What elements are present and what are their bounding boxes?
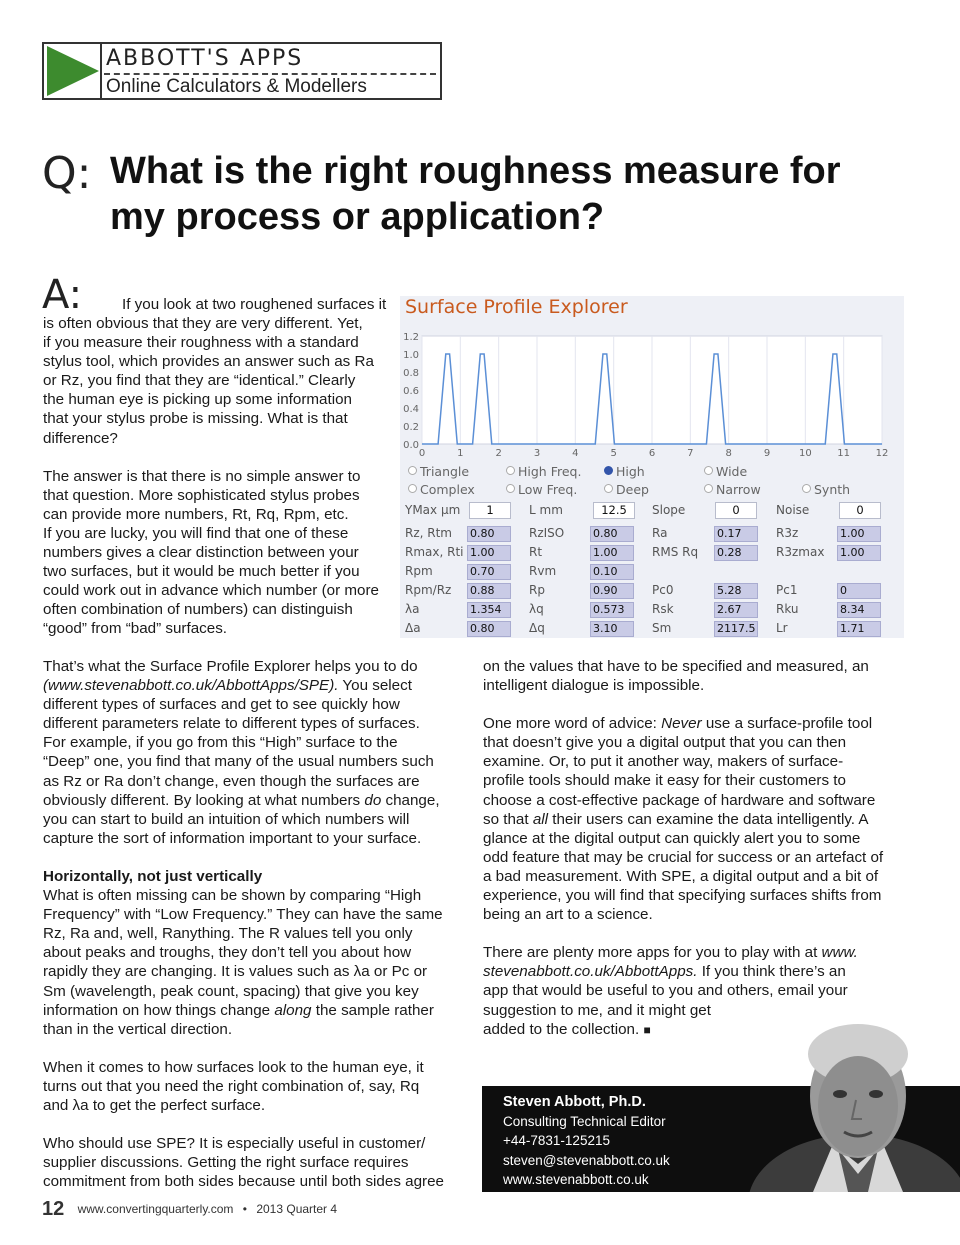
option-label: Triangle (420, 464, 470, 479)
option-label: Low Freq. (518, 482, 578, 497)
lambda-a-label: λa (405, 602, 420, 616)
text-line: examine. Or, to put it another way, makers of surface- (483, 753, 844, 771)
radio-icon (802, 484, 811, 493)
option-low-freq[interactable] (506, 482, 577, 497)
rku-label: Rku (776, 602, 799, 616)
ymax-label: YMax µm (405, 503, 461, 517)
surface-profile-chart (400, 324, 904, 462)
y-tick-label: 1.0 (403, 350, 419, 361)
footer-site: www.convertingquarterly.com (77, 1202, 234, 1216)
y-tick-label: 0.0 (403, 440, 419, 451)
text-line: experience, you will find that specifying surfaces shifts from (483, 887, 882, 905)
r3zmax-value: 1.00 (837, 545, 881, 561)
y-tick-label: 1.2 (403, 332, 419, 343)
x-tick-label: 3 (533, 448, 541, 459)
option-wide[interactable] (704, 464, 747, 479)
lambda-q-value: 0.573 (590, 602, 634, 618)
apps-link[interactable]: stevenabbott.co.uk/AbbottApps. (483, 963, 698, 981)
text-line: can provide more numbers, Rt, Rq, Rpm, etc. (43, 505, 349, 523)
rziso-label: RzISO (529, 526, 565, 540)
radio-icon (408, 466, 417, 475)
text-line (483, 962, 913, 981)
right-column (483, 657, 913, 1040)
ra-value: 0.17 (714, 526, 758, 542)
rp-label: Rp (529, 583, 545, 597)
y-tick-label: 0.2 (403, 422, 419, 433)
rvm-label: Rvm (529, 564, 557, 578)
text-line: For example, if you go from this “High” surface to the (43, 734, 398, 752)
y-tick-label: 0.4 (403, 404, 419, 415)
text-line: Who should use SPE? It is especially useful in customer/ (43, 1135, 426, 1153)
text-span: obviously different. By looking at what numbers (43, 791, 365, 809)
rz-rtm-value: 0.80 (467, 526, 511, 542)
ra-label: Ra (652, 526, 668, 540)
text-line: or Rz, you find that they are “identical.” Clearly (43, 372, 356, 390)
x-tick-label: 2 (495, 448, 502, 459)
rms-rq-value: 0.28 (714, 545, 758, 561)
option-label: Synth (814, 482, 851, 497)
text-line (43, 1001, 473, 1020)
x-tick-label: 5 (610, 448, 617, 459)
text-line: turns out that you need the right combination of, say, Rq (43, 1077, 420, 1095)
x-tick-label: 1 (457, 448, 464, 459)
x-tick-label: 9 (763, 448, 771, 459)
pc1-label: Pc1 (776, 583, 798, 597)
author-name: Steven Abbott, Ph.D. (503, 1094, 646, 1110)
radio-icon (704, 466, 713, 475)
option-label: High Freq. (518, 464, 582, 479)
footer-issue: 2013 Quarter 4 (256, 1202, 338, 1216)
text-line: being an art to a science. (483, 906, 653, 924)
r3z-label: R3z (776, 526, 799, 540)
text-span: change, (381, 791, 440, 809)
logo-tagline: Online Calculators & Modellers (106, 76, 367, 97)
text-line: a bad measurement. With SPE, a digital output and a bit of (483, 867, 879, 885)
length-input[interactable]: 12.5 (593, 502, 635, 519)
text-line: that your stylus probe is missing. What is that (43, 410, 348, 428)
rpm-rz-label: Rpm/Rz (405, 583, 452, 597)
x-tick-label: 11 (837, 448, 851, 459)
option-synth[interactable] (802, 482, 850, 497)
text-span: If you think there’s an (697, 963, 846, 981)
x-tick-label: 6 (648, 448, 656, 459)
text-line: about peaks and troughs, they don’t tell you about how (43, 944, 412, 962)
surface-profile-explorer (400, 296, 904, 638)
rms-rq-label: RMS Rq (652, 545, 699, 559)
y-tick-label: 0.8 (403, 368, 419, 379)
rpm-rz-value: 0.88 (467, 583, 511, 599)
lr-value: 1.71 (837, 621, 881, 637)
text-span: so that (483, 810, 533, 828)
delta-q-label: Δq (529, 621, 545, 635)
option-deep[interactable] (604, 482, 649, 497)
green-triangle-icon (44, 44, 102, 98)
option-label: High (616, 464, 645, 479)
text-line (43, 657, 473, 676)
radio-icon (408, 484, 417, 493)
text-line: if you measure their roughness with a standard (43, 334, 359, 352)
x-tick-label: 7 (687, 448, 694, 459)
r3zmax-label: R3zmax (776, 545, 825, 559)
text-line: and λa to get the perfect surface. (43, 1096, 266, 1114)
answer-body (43, 314, 398, 639)
text-line (43, 676, 473, 695)
rsk-label: Rsk (652, 602, 674, 616)
text-line: than in the vertical direction. (43, 1020, 233, 1038)
x-tick-label: 12 (875, 448, 889, 459)
r3z-value: 1.00 (837, 526, 881, 542)
question-letter: Q: (42, 148, 92, 199)
text-line: the human eye is picking up some information (43, 391, 352, 409)
sm-label: Sm (652, 621, 672, 635)
text-line: choose a cost-effective package of hardware and software (483, 791, 876, 809)
pc0-value: 5.28 (714, 583, 758, 599)
text-line (43, 791, 473, 810)
radio-selected-icon (604, 466, 613, 475)
text-span: their users can examine the data intelligently. A (548, 810, 869, 828)
text-line: Rz, Ra and, well, Ranything. The R values tell you only (43, 925, 413, 943)
emphasis: along (274, 1001, 312, 1019)
text-line (483, 810, 913, 829)
text-line: capture the sort of information important to your surface. (43, 829, 422, 847)
option-narrow[interactable] (704, 482, 761, 497)
text-line: two surfaces, but it would be much better if you (43, 563, 360, 581)
text-line: could work out in advance which number (or more (43, 582, 379, 600)
ymax-input[interactable]: 1 (469, 502, 511, 519)
text-line: When it comes to how surfaces look to the human eye, it (43, 1058, 424, 1076)
text-line: Sm (wavelength, peak count, spacing) that give you key (43, 982, 419, 1000)
rmax-rti-label: Rmax, Rti (405, 545, 464, 559)
text-span: use a surface-profile tool (701, 715, 873, 733)
text-line: often combination of numbers) can distinguish (43, 601, 353, 619)
text-span: You select (338, 677, 412, 695)
text-line: Frequency” with “Low Frequency.” They can have the same (43, 906, 443, 924)
text-line: as Rz or Ra don’t change, even though the surfaces are (43, 772, 420, 790)
text-span: There are plenty more apps for you to play with at (483, 944, 822, 962)
option-label: Deep (616, 482, 649, 497)
spe-title: Surface Profile Explorer (405, 296, 628, 318)
radio-icon (704, 484, 713, 493)
text-line (483, 943, 913, 962)
length-label: L mm (529, 503, 563, 517)
abbotts-apps-logo (42, 42, 442, 100)
text-line: odd feature that may be crucial for success or an artefact of (483, 848, 884, 866)
x-tick-label: 8 (725, 448, 732, 459)
text-line: intelligent dialogue is impossible. (483, 677, 705, 695)
pc0-label: Pc0 (652, 583, 674, 597)
text-line: “Deep” one, you find that many of the usual numbers such (43, 753, 434, 771)
delta-q-value: 3.10 (590, 621, 634, 637)
option-complex[interactable] (408, 482, 475, 497)
page-footer (42, 1198, 337, 1221)
rku-value: 8.34 (837, 602, 881, 618)
option-triangle[interactable] (408, 464, 469, 479)
text-span: added to the collection. (483, 1020, 640, 1038)
text-line: profile tools should make it easy for their customers to (483, 772, 846, 790)
option-label: Complex (420, 482, 475, 497)
radio-icon (506, 466, 515, 475)
author-role: Consulting Technical Editor (503, 1114, 666, 1129)
noise-input[interactable]: 0 (839, 502, 881, 519)
left-column (43, 657, 473, 1191)
author-photo (738, 1014, 960, 1192)
y-tick-label: 0.6 (403, 386, 419, 397)
text-span: One more word of advice: (483, 715, 662, 733)
page-number: 12 (42, 1198, 65, 1220)
lr-label: Lr (776, 621, 788, 635)
text-line: app that would be useful to you and others, email your (483, 982, 848, 1000)
rpm-value: 0.70 (467, 564, 511, 580)
author-website[interactable]: www.stevenabbott.co.uk (503, 1172, 649, 1187)
option-label: Wide (716, 464, 748, 479)
footer-separator: • (242, 1202, 247, 1216)
x-tick-label: 10 (798, 448, 812, 459)
emphasis: do (364, 791, 382, 809)
text-line: you can start to build an intuition of which numbers will (43, 810, 410, 828)
question-title: What is the right roughness measure for my process or application? (110, 150, 841, 238)
rpm-label: Rpm (405, 564, 433, 578)
rt-value: 1.00 (590, 545, 634, 561)
text-line: that question. More sophisticated stylus probes (43, 486, 360, 504)
rmax-rti-value: 1.00 (467, 545, 511, 561)
text-line: suggestion to me, and it might get (483, 1001, 711, 1019)
text-line: rapidly they are changing. It is values such as λa or Pc or (43, 963, 428, 981)
rziso-value: 0.80 (590, 526, 634, 542)
option-label: Narrow (716, 482, 761, 497)
apps-link[interactable]: www. (821, 944, 858, 962)
text-line: that doesn’t give you a digital output that you can then (483, 734, 847, 752)
text-line: “good” from “bad” surfaces. (43, 620, 228, 638)
rp-value: 0.90 (590, 583, 634, 599)
text-span: information on how things change (43, 1001, 275, 1019)
text-line: What is often missing can be shown by comparing “High (43, 887, 422, 905)
text-line: The answer is that there is no simple answer to (43, 467, 361, 485)
text-line: different types of surfaces and get to see quickly how (43, 696, 400, 714)
text-line: stylus tool, which provides an answer such as Ra (43, 353, 374, 371)
delta-a-label: Δa (405, 621, 421, 635)
rz-rtm-label: Rz, Rtm (405, 526, 452, 540)
rvm-value: 0.10 (590, 564, 634, 580)
pc1-value: 0 (837, 583, 881, 599)
rt-label: Rt (529, 545, 543, 559)
end-mark-icon: ■ (643, 1022, 651, 1037)
slope-input[interactable]: 0 (715, 502, 757, 519)
text-line (483, 714, 913, 733)
text-line: difference? (43, 429, 118, 447)
text-line: glance at the digital output can quickly alert you to some (483, 829, 861, 847)
text-span: That’s what the Surface Profile Explorer helps you to do (43, 658, 418, 675)
text-line: numbers gives a clear distinction between your (43, 544, 359, 562)
delta-a-value: 0.80 (467, 621, 511, 637)
radio-icon (506, 484, 515, 493)
answer-intro-line: If you look at two roughened surfaces it (122, 296, 387, 313)
text-line: commitment from both sides because until both sides agree (43, 1173, 444, 1191)
answer-letter: A: (42, 272, 83, 318)
answer-intro (122, 295, 402, 314)
logo-divider (100, 44, 102, 98)
text-line: different parameters relate to different types of surfaces. (43, 715, 420, 733)
text-line: If you are lucky, you will find that one of these (43, 524, 349, 542)
noise-label: Noise (776, 503, 810, 517)
slope-label: Slope (652, 503, 686, 517)
emphasis: all (532, 810, 549, 828)
spe-link[interactable]: (www.stevenabbott.co.uk/AbbottApps/SPE). (43, 677, 339, 695)
option-high-freq[interactable] (506, 464, 581, 479)
emphasis: Never (661, 715, 702, 733)
lambda-a-value: 1.354 (467, 602, 511, 618)
x-tick-label: 4 (572, 448, 579, 459)
text-line: on the values that have to be specified and measured, an (483, 658, 869, 675)
option-high[interactable] (604, 464, 645, 479)
text-line: is often obvious that they are very different. Yet, (43, 315, 363, 332)
x-tick-label: 0 (418, 448, 426, 459)
section-heading: Horizontally, not just vertically (43, 867, 263, 885)
author-email[interactable]: steven@stevenabbott.co.uk (503, 1153, 670, 1168)
lambda-q-label: λq (529, 602, 544, 616)
logo-dashed-rule (104, 73, 436, 75)
author-phone: +44-7831-125215 (503, 1133, 610, 1148)
radio-icon (604, 484, 613, 493)
rsk-value: 2.67 (714, 602, 758, 618)
text-span: the sample rather (311, 1001, 434, 1019)
sm-value: 2117.5 (714, 621, 758, 637)
logo-brand: ABBOTT'S APPS (106, 46, 304, 71)
text-line: supplier discussions. Getting the right surface requires (43, 1154, 409, 1172)
